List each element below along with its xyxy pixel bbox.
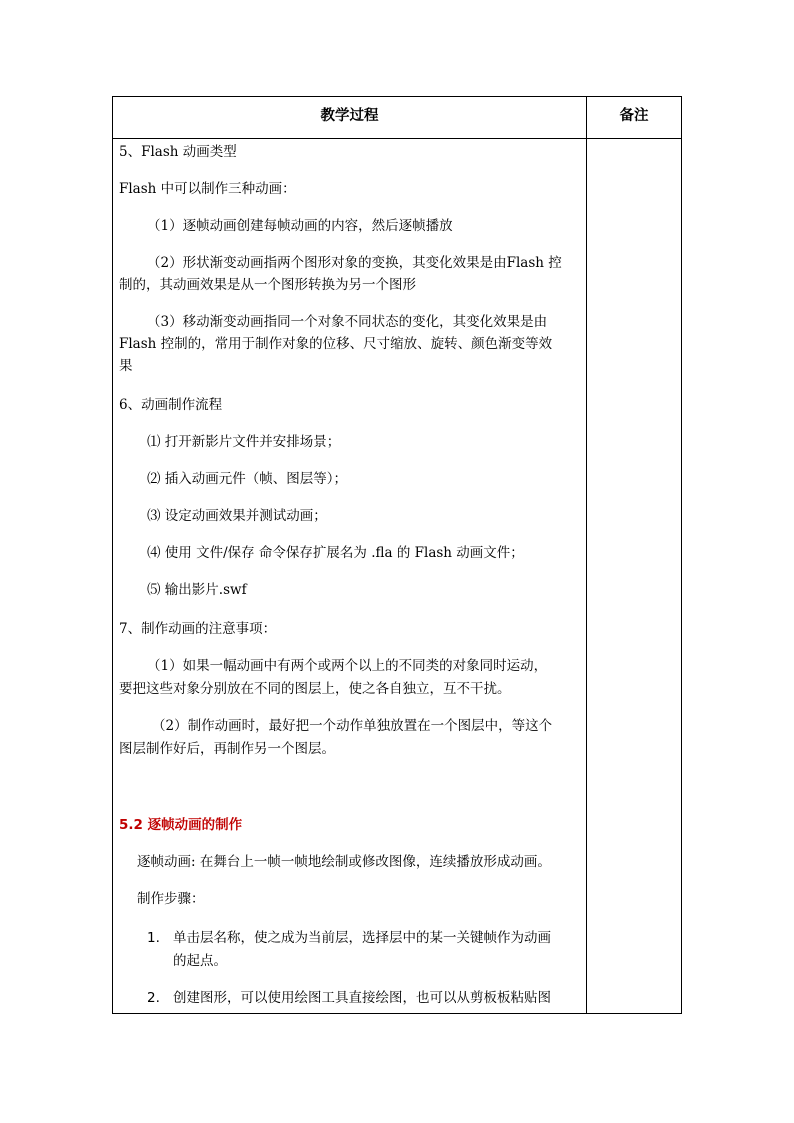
teaching-process-cell (119, 139, 585, 1013)
section-6-step-4: ⑷ 使用 文件/保存 命令保存扩展名为 .fla 的 Flash 动画文件； (147, 545, 524, 561)
step-2-number: 2. (147, 990, 160, 1006)
section-5-item-3-line-2: Flash 控制的，常用于制作对象的位移、尺寸缩放、旋转、颜色渐变等效 (119, 336, 553, 352)
section-5-item-1: （1）逐帧动画创建每帧动画的内容，然后逐帧播放 (147, 218, 453, 234)
section-6-step-5: ⑸ 输出影片.swf (147, 582, 247, 598)
section-7-title: 7、制作动画的注意事项： (119, 621, 277, 637)
step-1-number: 1. (147, 930, 160, 946)
section-7-item-2-line-1: （2）制作动画时，最好把一个动作单独放置在一个图层中，等这个 (152, 718, 553, 734)
section-6-step-2: ⑵ 插入动画元件（帧、图层等）； (147, 471, 348, 487)
section-7-item-1-line-2: 要把这些对象分别放在不同的图层上，使之各自独立，互不干扰。 (119, 681, 511, 697)
section-7-item-2-line-2: 图层制作好后，再制作另一个图层。 (119, 741, 335, 757)
step-2-line-1: 创建图形，可以使用绘图工具直接绘图，也可以从剪板板粘贴图 (173, 990, 551, 1006)
steps-label: 制作步骤： (137, 891, 205, 907)
notes-cell (587, 139, 681, 1013)
lesson-table (112, 96, 682, 1014)
section-5-title: 5、Flash 动画类型 (119, 144, 237, 160)
header-teaching-process: 教学过程 (320, 108, 379, 124)
section-5-item-3-line-1: （3）移动渐变动画指同一个对象不同状态的变化，其变化效果是由 (147, 314, 548, 330)
section-5-item-3-line-3: 果 (119, 358, 133, 374)
section-6-step-1: ⑴ 打开新影片文件并安排场景； (147, 434, 341, 450)
section-5-item-2-line-2: 制的，其动画效果是从一个图形转换为另一个图形 (119, 277, 416, 293)
section-7-item-1-line-1: （1）如果一幅动画中有两个或两个以上的不同类的对象同时运动， (147, 658, 548, 674)
section-6-title: 6、动画制作流程 (119, 397, 223, 413)
step-1-line-1: 单击层名称，使之成为当前层，选择层中的某一关键帧作为动画 (173, 930, 551, 946)
step-1-line-2: 的起点。 (173, 953, 227, 969)
section-5-intro: Flash 中可以制作三种动画： (119, 181, 296, 197)
section-5-2-heading: 5.2 逐帧动画的制作 (119, 817, 243, 833)
table-header-row (113, 97, 681, 139)
section-6-step-3: ⑶ 设定动画效果并测试动画； (147, 508, 327, 524)
section-5-item-2-line-1: （2）形状渐变动画指两个图形对象的变换，其变化效果是由Flash 控 (147, 255, 562, 271)
header-notes: 备注 (619, 108, 649, 124)
frame-animation-definition: 逐帧动画: 在舞台上一帧一帧地绘制或修改图像，连续播放形成动画。 (137, 854, 551, 870)
